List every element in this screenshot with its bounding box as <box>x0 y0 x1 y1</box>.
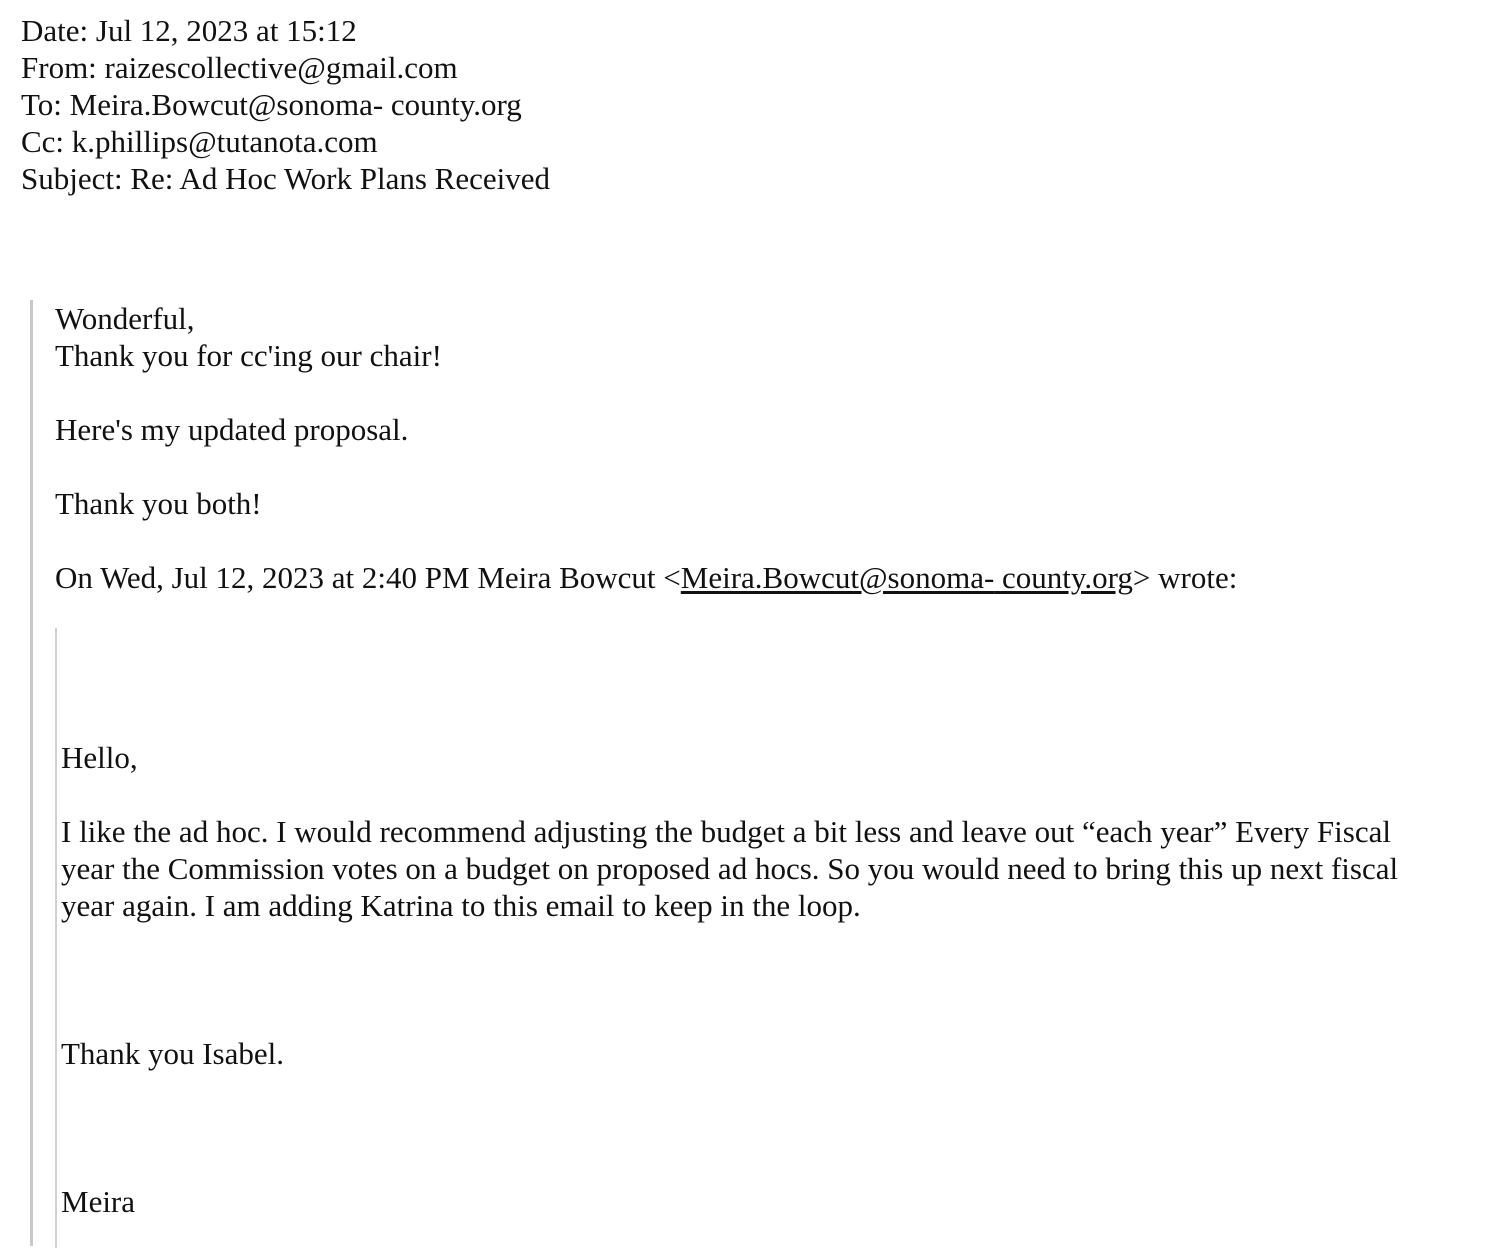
attribution-email-part1: Meira.Bowcut@sonoma- <box>680 560 995 595</box>
quoted-spacer <box>61 998 1481 1035</box>
reply-spacer <box>55 374 1475 411</box>
quoted-thanks: Thank you Isabel. <box>61 1036 284 1071</box>
quoted-greeting: Hello, <box>61 740 138 775</box>
reply-spacer <box>55 522 1475 559</box>
quoted-body-line-1: I like the ad hoc. I would recommend adjusting the budget a bit less and leave out “each year” Every Fiscal <box>61 814 1391 849</box>
reply-quote-block <box>30 300 1493 1246</box>
quoted-spacer <box>61 628 1481 665</box>
quoted-message-block <box>55 628 1482 1248</box>
reply-attribution <box>55 559 1475 596</box>
reply-thanks-both: Thank you both! <box>55 486 262 521</box>
header-subject: Subject: Re: Ad Hoc Work Plans Received <box>21 161 551 196</box>
reply-body <box>55 300 1475 596</box>
reply-spacer <box>55 448 1475 485</box>
quoted-spacer <box>61 961 1481 998</box>
quoted-spacer <box>61 702 1481 739</box>
quoted-signature: Meira <box>61 1184 136 1219</box>
attribution-prefix: On Wed, Jul 12, 2023 at 2:40 PM Meira Bowcut < <box>55 560 681 595</box>
email-header <box>21 12 550 197</box>
quoted-spacer <box>61 776 1481 813</box>
quoted-spacer <box>61 665 1481 702</box>
attribution-email-part2: county.org <box>1002 560 1133 595</box>
quoted-spacer <box>61 924 1481 961</box>
header-date: Date: Jul 12, 2023 at 15:12 <box>21 13 357 48</box>
attribution-email-link[interactable] <box>681 560 1133 595</box>
quoted-body-line-2: year the Commission votes on a budget on proposed ad hocs. So you would need to bring this up next fiscal <box>61 851 1399 886</box>
quoted-spacer <box>61 1146 1481 1183</box>
reply-thanks-chair: Thank you for cc'ing our chair! <box>55 338 442 373</box>
header-to: To: Meira.Bowcut@sonoma- county.org <box>21 87 522 122</box>
reply-proposal-note: Here's my updated proposal. <box>55 412 409 447</box>
header-from: From: raizescollective@gmail.com <box>21 50 458 85</box>
quoted-spacer <box>61 1072 1481 1109</box>
reply-greeting: Wonderful, <box>55 301 195 336</box>
attribution-suffix: > wrote: <box>1132 560 1238 595</box>
quoted-body <box>61 628 1481 1220</box>
quoted-body-line-3: year again. I am adding Katrina to this email to keep in the loop. <box>61 888 861 923</box>
quoted-spacer <box>61 1109 1481 1146</box>
header-cc: Cc: k.phillips@tutanota.com <box>21 124 378 159</box>
